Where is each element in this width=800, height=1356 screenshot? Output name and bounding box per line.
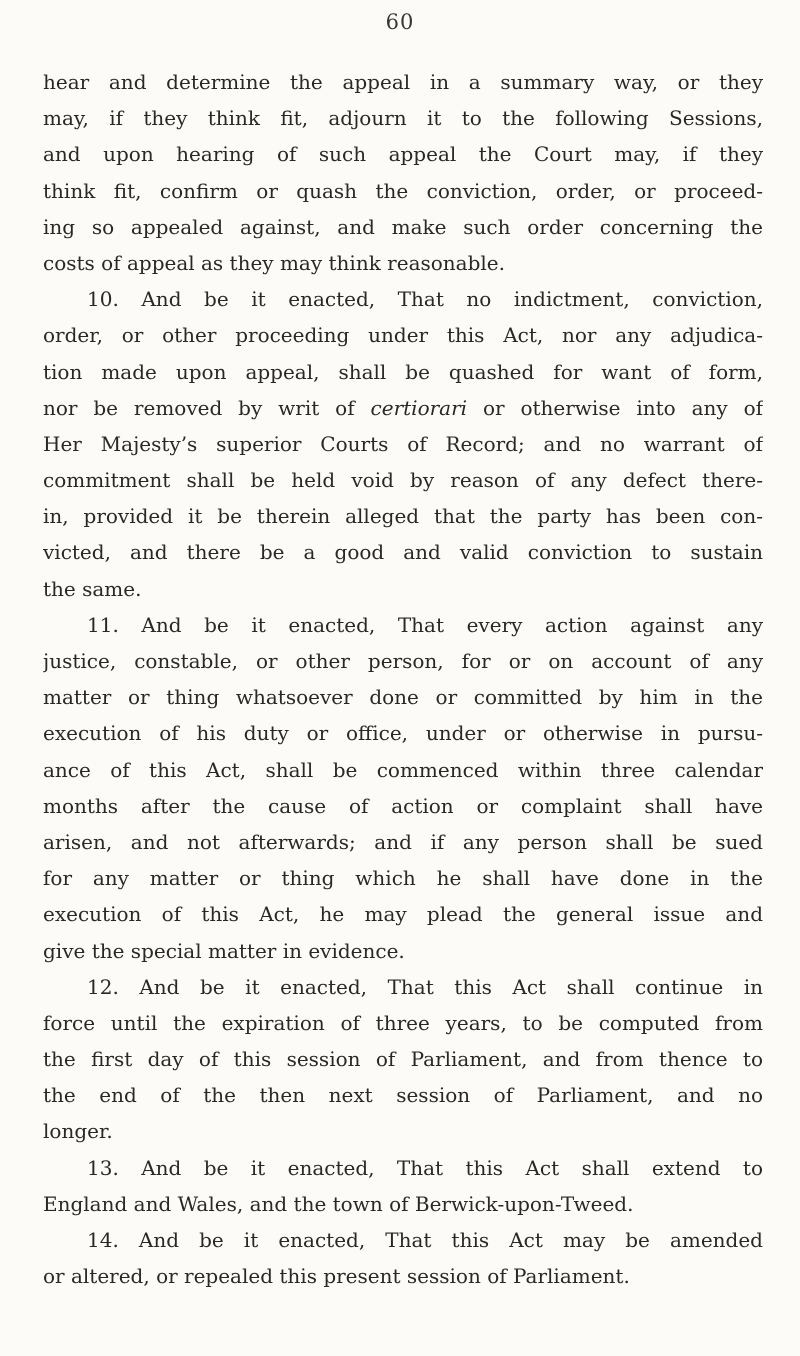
text-line: commitment shall be held void by reason of any defect there- — [43, 468, 763, 493]
text-line: Her Majesty’s superior Courts of Record; and no warrant of — [43, 431, 763, 456]
body-text — [43, 64, 763, 1294]
text-segment: nor be removed by writ of — [43, 395, 355, 420]
text-line: and upon hearing of such appeal the Court may, if they — [43, 142, 763, 167]
section-12-start: 12. And be it enacted, That this Act shall continue in — [87, 974, 763, 999]
text-line: arisen, and not afterwards; and if any person shall be sued — [43, 829, 763, 854]
text-line: execution of his duty or office, under or otherwise in pursu- — [43, 721, 763, 746]
text-line: or altered, or repealed this present session of Parliament. — [43, 1264, 630, 1289]
text-line: give the special matter in evidence. — [43, 938, 405, 963]
section-14-start: 14. And be it enacted, That this Act may be amended — [87, 1228, 763, 1252]
text-line: the first day of this session of Parliament, and from thence to — [43, 1047, 763, 1072]
text-line: order, or other proceeding under this Act, nor any adjudica- — [43, 323, 763, 348]
text-line: hear and determine the appeal in a summary way, or they — [43, 70, 763, 94]
italic-term: certiorari — [370, 395, 468, 420]
text-line: in, provided it be therein alleged that the party has been con- — [43, 504, 763, 529]
text-line: think fit, confirm or quash the conviction, order, or proceed- — [43, 178, 763, 203]
section-10-start: 10. And be it enacted, That no indictment, conviction, — [87, 287, 763, 312]
text-line: execution of this Act, he may plead the general issue and — [43, 902, 763, 927]
text-line: may, if they think fit, adjourn it to the following Sessions, — [43, 106, 763, 131]
page-number: 60 — [385, 10, 415, 34]
text-line: months after the cause of action or complaint shall have — [43, 793, 763, 818]
section-13-start: 13. And be it enacted, That this Act shall extend to — [87, 1155, 763, 1180]
text-segment: or otherwise into any of — [482, 395, 763, 420]
text-line: justice, constable, or other person, for or on account of any — [43, 649, 763, 673]
section-11-start: 11. And be it enacted, That every action against any — [87, 612, 763, 637]
text-line: victed, and there be a good and valid conviction to sustain — [43, 540, 763, 565]
text-line: the same. — [43, 576, 142, 601]
text-line: the end of the then next session of Parliament, and no — [43, 1083, 763, 1108]
text-line: for any matter or thing which he shall have done in the — [43, 866, 763, 891]
text-line: costs of appeal as they may think reasonable. — [43, 250, 506, 275]
text-line-with-italic — [43, 390, 763, 426]
text-line: longer. — [43, 1119, 113, 1144]
text-line: force until the expiration of three years, to be computed from — [43, 1010, 763, 1035]
text-line: tion made upon appeal, shall be quashed for want of form, — [43, 359, 763, 384]
text-line: matter or thing whatsoever done or committed by him in the — [43, 685, 763, 710]
text-line: ance of this Act, shall be commenced within three calendar — [43, 757, 763, 782]
text-line: England and Wales, and the town of Berwick-upon-Tweed. — [43, 1191, 634, 1216]
text-line: ing so appealed against, and make such order concerning the — [43, 214, 763, 239]
